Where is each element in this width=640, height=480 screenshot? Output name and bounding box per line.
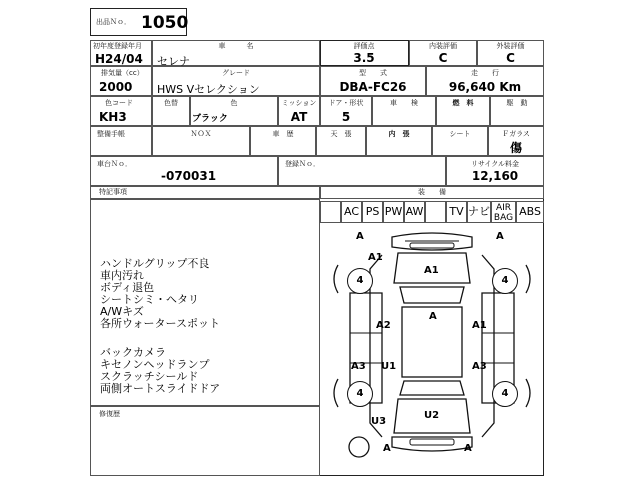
interior-score-value: C [438, 51, 448, 65]
tire-front-left: 4 [347, 268, 373, 294]
ceiling-label: 天 張 [330, 130, 352, 138]
damage-mark: A1 [472, 320, 487, 331]
damage-mark: A [356, 231, 364, 242]
year-label: 初年度登録年月 [93, 42, 142, 50]
note-line: バックカメラ [100, 346, 166, 359]
registration-label: 登録Ｎｏ． [285, 160, 320, 168]
lot-number-label: 出品Ｎｏ． [96, 18, 131, 26]
grade-value: HWS Vセレクション [157, 83, 260, 96]
lot-number-box [90, 8, 187, 36]
tire-rear-left: 4 [347, 381, 373, 407]
equipment-item-airbag: AIR BAG [491, 201, 516, 223]
note-line: シートシミ・ヘタリ [100, 293, 199, 306]
interior-trim-cell [366, 126, 432, 156]
glass-label: Ｆガラス [502, 130, 530, 138]
damage-mark: A1 [424, 265, 439, 276]
damage-mark: A [429, 311, 437, 322]
glass-cell [488, 126, 544, 156]
equipment-item-abs: ABS [516, 201, 544, 223]
mileage-cell [426, 66, 544, 96]
equipment-item-blank [320, 201, 341, 223]
interior-score-label: 内装評価 [429, 42, 457, 50]
tire-rear-right: 4 [492, 381, 518, 407]
inspection-cell [372, 96, 436, 126]
damage-mark: U2 [424, 410, 440, 421]
glass-value: 傷 [509, 141, 522, 155]
note-line: スクラッチシールド [100, 370, 199, 383]
model-label: 型 式 [359, 69, 387, 77]
recycle-label: リサイクル料金 [470, 160, 520, 168]
damage-mark: A3 [472, 361, 487, 372]
repair-label: 修復歴 [99, 410, 120, 418]
color-cell [190, 96, 278, 126]
drive-label: 駆 動 [506, 99, 528, 107]
repair-area [90, 406, 320, 476]
fuel-cell [436, 96, 490, 126]
note-line: 車内汚れ [100, 269, 144, 282]
mission-value: AT [290, 110, 308, 124]
damage-mark: A [383, 443, 391, 454]
equipment-item-ac: AC [341, 201, 362, 223]
car-diagram [320, 223, 544, 476]
grade-label: グレード [222, 69, 250, 77]
color-value: ブラック [192, 114, 228, 124]
equipment-item-pw: PW [383, 201, 404, 223]
displacement-value: 2000 [99, 80, 133, 94]
equipment-item-ps: PS [362, 201, 383, 223]
nox-cell [152, 126, 250, 156]
model-value: DBA-FC26 [339, 80, 407, 94]
score-value: 3.5 [353, 51, 375, 65]
mileage-label: 走 行 [471, 69, 499, 77]
lot-number-value: 1050 [141, 13, 189, 33]
tire-front-right: 4 [492, 268, 518, 294]
note-line: キセノンヘッドランプ [100, 358, 210, 371]
recycle-value: 12,160 [471, 169, 519, 183]
seat-label: シート [449, 130, 471, 138]
doors-label: ドア・形状 [328, 99, 364, 107]
note-line: A/Wキズ [100, 305, 144, 318]
note-line: ハンドルグリップ不良 [100, 257, 210, 270]
equipment-item-navi: ナビ [467, 201, 491, 223]
manual-cell [90, 126, 152, 156]
drive-cell [490, 96, 544, 126]
note-line: 各所ウォータースポット [100, 317, 221, 330]
chassis-label: 車台Ｎｏ． [97, 160, 132, 168]
chassis-cell [90, 156, 278, 186]
damage-mark: U1 [381, 361, 397, 372]
equipment-header [320, 186, 544, 199]
mileage-value: 96,640 Km [448, 80, 522, 94]
damage-mark: A [496, 231, 504, 242]
doors-value: 5 [341, 110, 351, 124]
equipment-label: 装 備 [418, 188, 446, 196]
car-name-label: 車 名 [218, 42, 254, 50]
seat-cell [432, 126, 488, 156]
displacement-cell [90, 66, 152, 96]
color-change-label: 色替 [164, 99, 178, 107]
equipment-item-aw: AW [404, 201, 425, 223]
year-value: H24/04 [95, 52, 143, 66]
notes-header [90, 186, 320, 199]
score-cell [320, 40, 409, 66]
exterior-score-cell [477, 40, 544, 66]
car-name-value: セレナ [157, 55, 190, 68]
year-cell [90, 40, 152, 66]
interior-trim-label: 内 張 [388, 130, 410, 138]
mission-cell [278, 96, 320, 126]
damage-mark: A2 [376, 320, 391, 331]
note-line: 両側オートスライドドア [100, 382, 221, 395]
damage-mark: A1 [368, 252, 383, 263]
history-label: 車 歴 [272, 130, 294, 138]
registration-cell [278, 156, 446, 186]
mission-label: ミッション [281, 99, 317, 107]
recycle-cell [446, 156, 544, 186]
grade-cell [152, 66, 320, 96]
damage-mark: A3 [351, 361, 366, 372]
color-code-cell [90, 96, 152, 126]
color-code-value: KH3 [99, 110, 127, 124]
color-change-cell [152, 96, 190, 126]
notes-label: 特記事項 [99, 188, 127, 196]
displacement-label: 排気量（cc） [101, 69, 144, 77]
history-cell [250, 126, 316, 156]
exterior-score-value: C [506, 51, 515, 65]
interior-score-cell [409, 40, 477, 66]
car-name-cell [152, 40, 320, 66]
manual-label: 整備手帳 [97, 130, 125, 138]
chassis-value: -070031 [161, 169, 217, 183]
model-cell [320, 66, 426, 96]
score-label: 評価点 [353, 42, 375, 50]
color-code-label: 色コード [105, 99, 133, 107]
exterior-score-label: 外装評価 [496, 42, 525, 50]
doors-cell [320, 96, 372, 126]
nox-label: ＮＯＸ [190, 130, 212, 138]
equipment-item-blank [425, 201, 446, 223]
damage-mark: U3 [371, 416, 387, 427]
fuel-label: 燃 料 [452, 99, 474, 107]
color-label: 色 [230, 99, 238, 107]
note-line: ボディ退色 [100, 281, 155, 294]
equipment-item-tv: TV [446, 201, 467, 223]
inspection-label: 車 検 [390, 99, 418, 107]
damage-mark: A [464, 443, 472, 454]
ceiling-cell [316, 126, 366, 156]
